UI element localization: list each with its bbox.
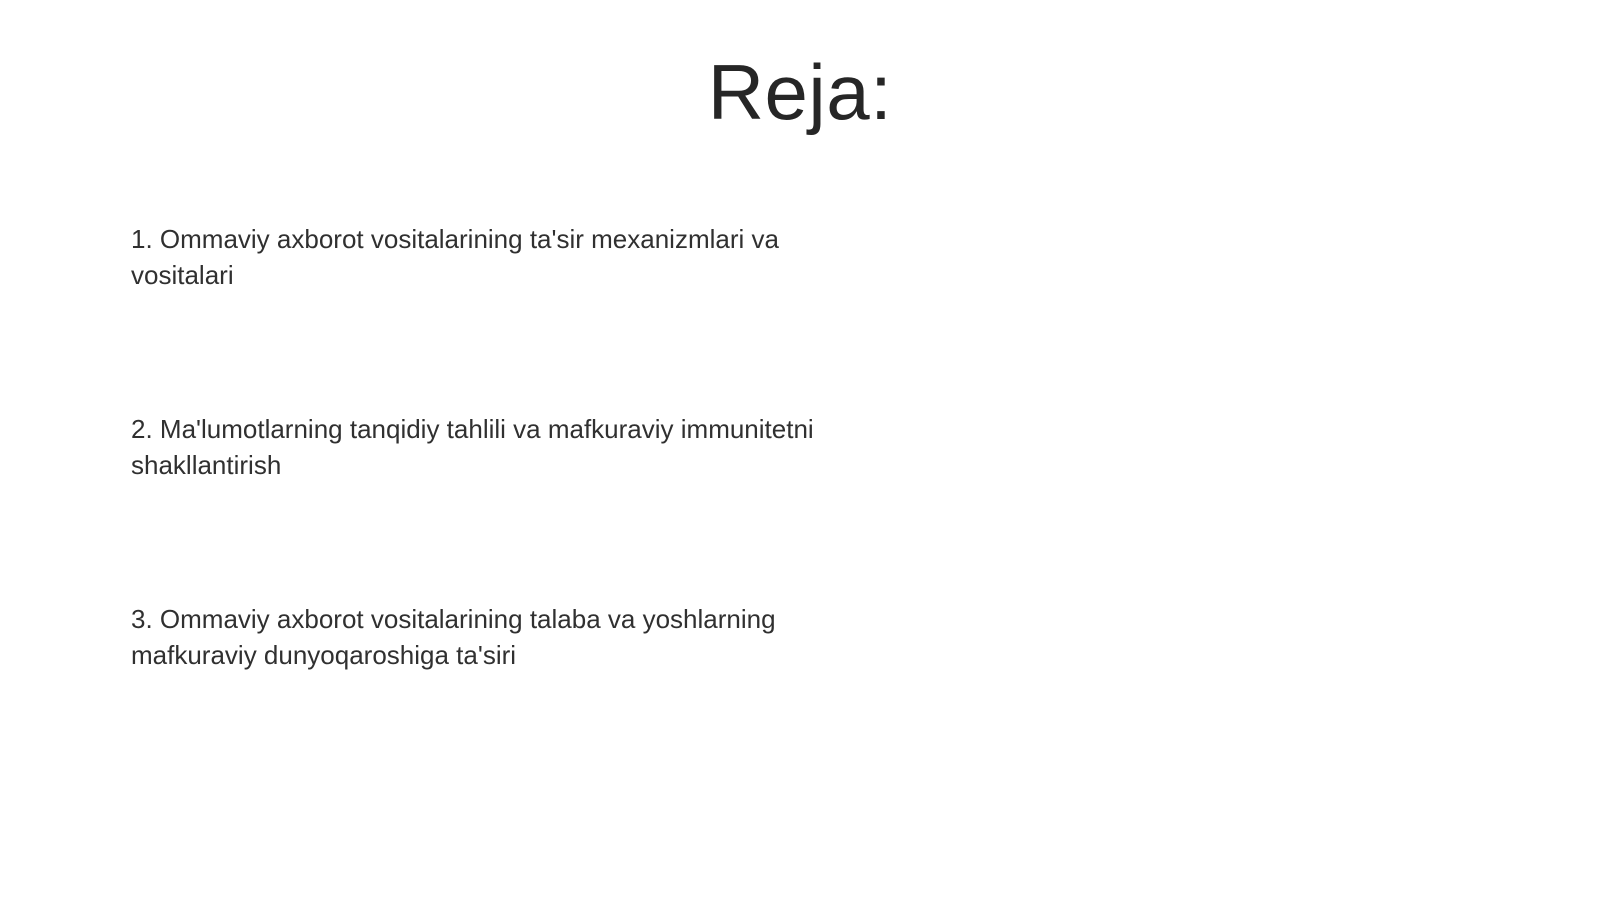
plan-item-1: 1. Ommaviy axborot vositalarining ta'sir mexanizmlari va vositalari [131,224,779,290]
plan-item-3: 3. Ommaviy axborot vositalarining talaba va yoshlarning mafkuraviy dunyoqaroshiga ta'siri [131,604,776,670]
slide-title: Reja: [707,48,893,136]
plan-item-2: 2. Ma'lumotlarning tanqidiy tahlili va mafkuraviy immunitetni shakllantirish [131,414,814,480]
